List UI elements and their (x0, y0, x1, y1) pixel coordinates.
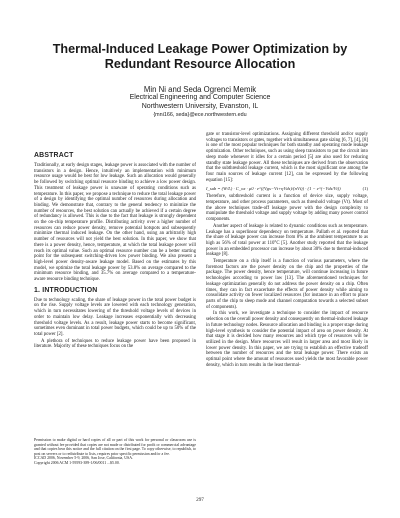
author-department: Electrical Engineering and Computer Science (129, 94, 271, 102)
permission-notice: Permission to make digital or hard copies of all or part of this work for personal or classroom use is granted without fee provided that copies are not made or distributed for profit or commercial advantage and that copies bear this notice and the full citation on the first page. To copy otherwise, to republish, to post on servers or to redistribute to lists, requires prior specific permission and/or a fee. (34, 438, 196, 456)
abstract-heading: ABSTRACT (34, 152, 74, 159)
author-names: Min Ni and Seda Ogrenci Memik (143, 85, 257, 94)
intro-paragraph-2: A plethora of techniques to reduce leakage power have been proposed in literature. Majority of these techniques focus on the (34, 338, 196, 350)
author-block (0, 86, 400, 119)
right-paragraph-1: gate or transistor-level optimizations. Assigning different threshold and/or supply voltages to transistors or gates, together with simultaneous gate sizing [6, 7], [4], [8] is one of the most popular techniques for both standby and operating mode leakage optimization. Other techniques, such as using sleep transistors to put the circuit into sleep mode whenever it idles for a certain period [5] are also used for reducing standby state leakage power. All these techniques are derived from the observation that the subthreshold leakage current, which is the most significant one among the four main sources of leakage current [12], can be expressed by the following equation [15]: (206, 132, 368, 183)
title-line-2: Redundant Resource Allocation (104, 57, 296, 71)
equation-body: I_sub = (W/L) · C_ox · μ0 · e^((Vgs−Vt+ηVds)/(nVt)) · (1 − e^(−Vds/Vt)) (206, 186, 341, 192)
right-column (206, 132, 368, 369)
title-line-1: Thermal-Induced Leakage Power Optimization by (52, 42, 348, 56)
conference-line: ICCAD 2006, November 5-9, 2006, San Jose, California, USA. (34, 456, 133, 461)
intro-paragraph-1: Due to technology scaling, the share of leakage power in the total power budget is on the rise. Supply voltage levels are lowered with each technology generation, which in turn necessitates lowering of the threshold voltage levels of devices in order to maintain low delay. Leakage increases exponentially with decreasing threshold voltage levels. As a result, leakage power starts to become significant, sometimes even dominant in total power budgets, which could be up to 50% of the total power [2]. (34, 297, 196, 337)
equation-1 (206, 185, 368, 192)
introduction-heading: 1. INTRODUCTION (34, 286, 98, 294)
right-paragraph-5: In this work, we investigate a technique to consider the impact of resource selection on the overall power density and consequently on thermal-induced leakage in future technology nodes. Resource allocation and binding is a proper stage during high-level synthesis to consider the potential impact of area on power density. At that stage it is decided how many resources and which type of resources will be utilized in the design. More resources will result in larger area and most likely in lower power density. In this paper, we are trying to establish an effective tradeoff between the number of resources and the total leakage power. There exists an optimal point where the amount of resources used yields the most favorable power density, which in turn results in the least thermal- (206, 311, 368, 368)
right-paragraph-2: Therefore, subthreshold current is a function of device size, supply voltage, temperature, and other process parameters, such as threshold voltage (Vt). Most of the above techniques trade-off leakage power with the design complexity to manipulate the threshold voltage and supply voltage by adding many power control components. (206, 194, 368, 223)
right-paragraph-3: Another aspect of leakage is related to dynamic conditions such as temperature. Leakage has a superlinear dependency on temperature. Pallath et al. reported that the share of leakage power can increase from 8% at the ambient temperature to as high as 56% of total power at 110°C [5]. Another study reported that the leakage power in an embedded processor can increase by about 30% due to thermal-induced leakage [8]. (206, 223, 368, 258)
right-paragraph-4: Temperature on a chip itself is a function of various parameters, where the foremost factors are the power density on the chip and the properties of the package. The power density, hence temperature, will continue increasing in future technologies according to power law [13]. The aforementioned techniques for leakage optimization generally do not address the power density on a chip. Often times, they can in fact exacerbate the effects of power density while aiming to consolidate activity on fewer localized resources (for instance in an effort to place parts of the chip to sleep mode and channel computation towards a selected subset of components). (206, 259, 368, 310)
left-column (34, 148, 196, 351)
copyright-line: Copyright 2006 ACM 1-59593-389-1/06/0011 ...$5.00. (34, 460, 120, 465)
copyright-footnote (34, 438, 196, 466)
author-emails: {mni166, seda}@ece.northwestern.edu (153, 111, 247, 118)
equation-number: (1) (362, 186, 368, 192)
author-university: Northwestern University, Evanston, IL (141, 102, 259, 110)
page-number: 297 (196, 497, 204, 503)
paper-title (0, 42, 400, 72)
abstract-text: Traditionally, at early design stages, leakage power is associated with the number of transistors in a design. Hence, intuitively an implementation with minimum resource usage would be best for low leakage. Such an allocation would generally be followed by switching optimal resource binding to achieve a low power design. This treatment of leakage power is unaware of operating conditions such as temperature. In this paper, we propose a technique to reduce the total leakage power of a design by identifying the optimal number of resources during allocation and binding. We demonstrate that, contrary to the general tendency to minimize the number of resources, the best solution can actually be achieved if a certain degree of redundancy is allowed. This is due to the fact that leakage is strongly dependent on the on-chip temperature profile. Distributing activity over a higher number of resources can reduce power density, remove potential hotspots and subsequently minimize thermal induced leakage. On the other hand, using an arbitrarily high number of resources will not yield the best solution. In this paper, we show that there is a power density, hence, temperature, at which the total leakage power will reach its optimal value. Such an optimal resource number can be a better starting point for the subsequent switching-driven low power binding. We also present a high-level power density-aware leakage model. Based on the estimates by this model, we optimize the total leakage power by 53.8% on average compared to the minimum resource binding, and 35.7% on average compared to a temperature-aware resource binding technique. (34, 163, 196, 283)
